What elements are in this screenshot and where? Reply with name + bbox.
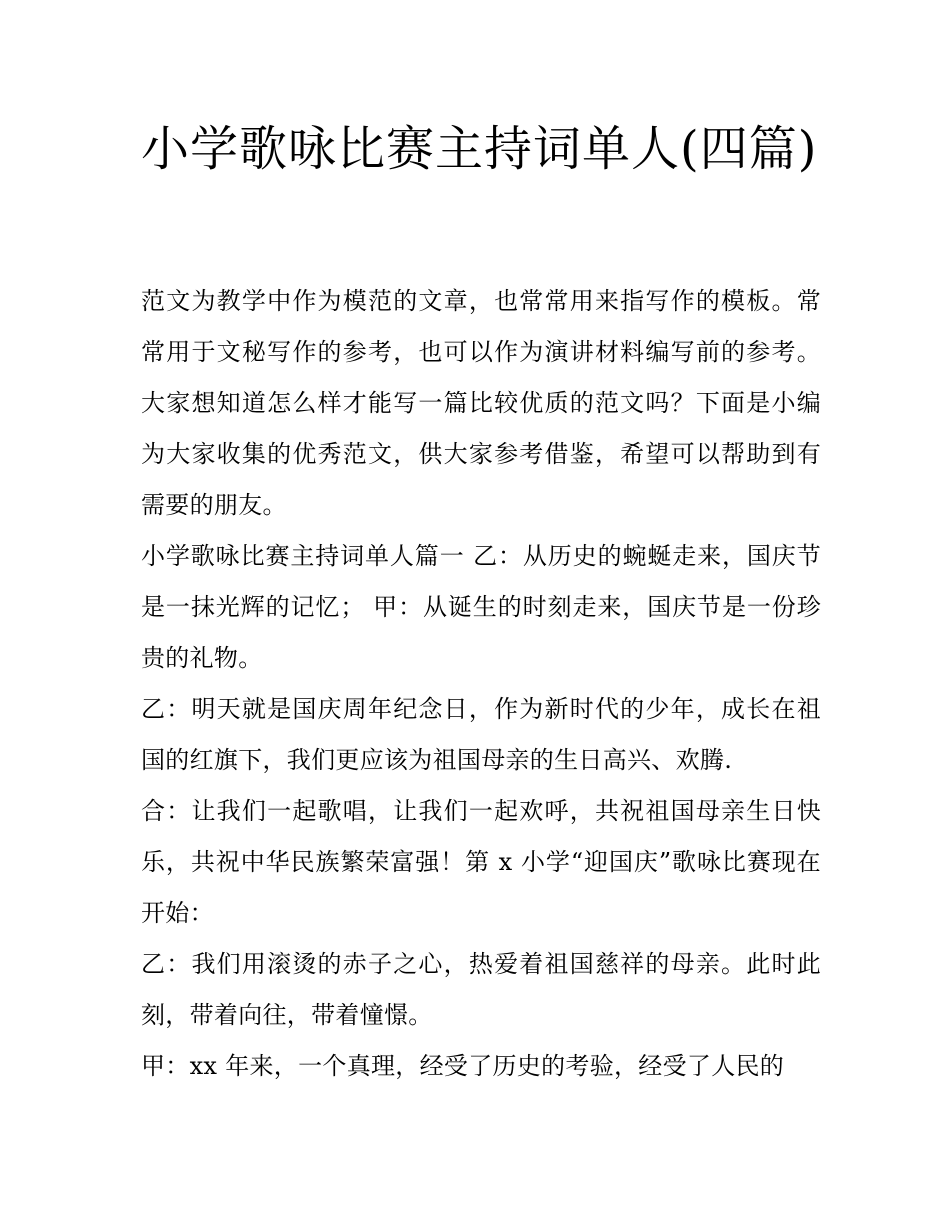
paragraph-section-one-opening: 小学歌咏比赛主持词单人篇一 乙：从历史的蜿蜒走来，国庆节是一抹光辉的记忆； 甲：从诞生的时刻走来，国庆节是一份珍贵的礼物。: [141, 542, 821, 672]
paragraph-yi-heart: 乙：我们用滚烫的赤子之心，热爱着祖国慈祥的母亲。此时此刻，带着向往，带着憧憬。: [141, 950, 821, 1029]
paragraph-together-opening: 合：让我们一起歌唱，让我们一起欢呼，共祝祖国母亲生日快乐，共祝中华民族繁荣富强！第 x 小学“迎国庆”歌咏比赛现在开始：: [141, 797, 821, 927]
paragraph-yi-national-day: 乙：明天就是国庆周年纪念日，作为新时代的少年，成长在祖国的红旗下，我们更应该为祖国母亲的生日高兴、欢腾.: [141, 695, 821, 774]
document-body: [141, 276, 821, 1092]
paragraph-intro: 范文为教学中作为模范的文章，也常常用来指写作的模板。常常用于文秘写作的参考，也可以作为演讲材料编写前的参考。大家想知道怎么样才能写一篇比较优质的范文吗？下面是小编为大家收集的优秀范文，供大家参考借鉴，希望可以帮助到有需要的朋友。: [141, 287, 821, 519]
document-title: 小学歌咏比赛主持词单人(四篇): [141, 121, 818, 177]
paragraph-jia-truth: 甲：xx 年来，一个真理，经受了历史的考验，经受了人民的: [141, 1052, 785, 1080]
